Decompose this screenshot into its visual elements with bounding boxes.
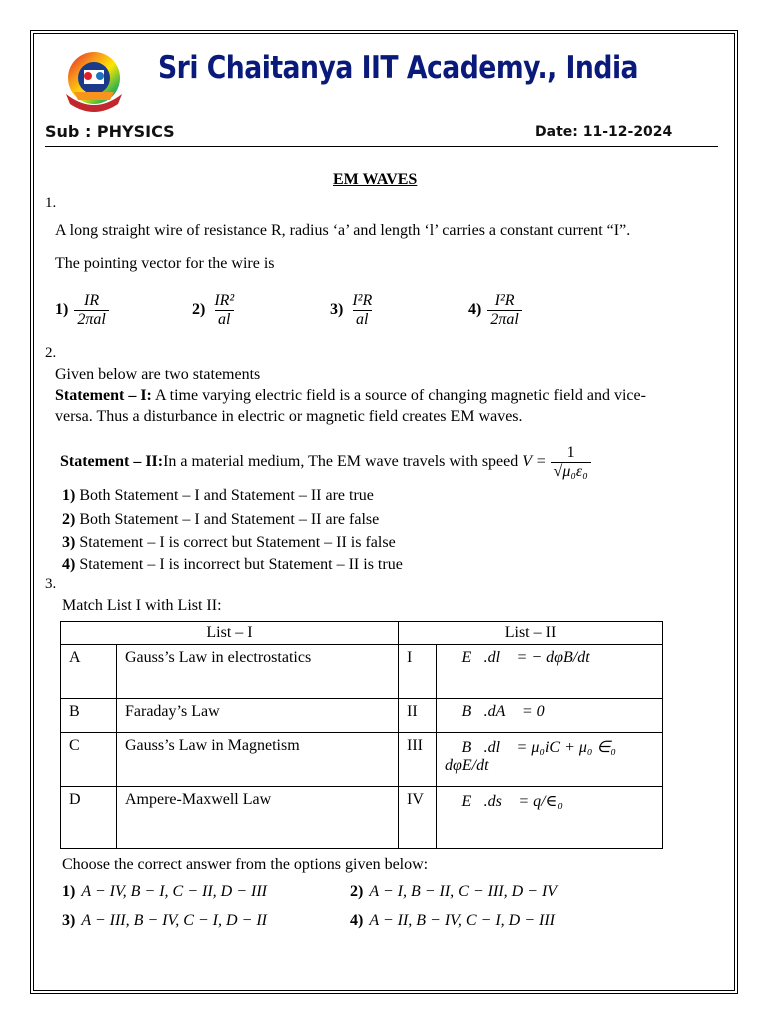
date-label: Date: 11-12-2024 [535, 124, 673, 140]
q2-option-3[interactable] [62, 534, 396, 552]
option-fraction [74, 292, 108, 328]
option-text: Statement – I is correct but Statement – II is false [75, 534, 396, 551]
q2-statement1-line2: versa. Thus a disturbance in electric or magnetic field creates EM waves. [55, 408, 523, 425]
q3-intro: Match List I with List II: [62, 597, 222, 614]
option-label: 3) [330, 301, 344, 319]
q3-choose-text: Choose the correct answer from the options given below: [62, 856, 429, 873]
option-label: 4) [350, 912, 364, 929]
fraction-numerator: 1 [566, 444, 575, 461]
statement2-text: In a material medium, The EM wave travels with speed [163, 453, 519, 471]
option-text: A − IV, B − I, C − II, D − III [81, 883, 268, 900]
option-fraction [211, 292, 237, 328]
q2-intro: Given below are two statements [55, 366, 261, 383]
row-key: A [61, 645, 117, 699]
q1-number: 1. [45, 195, 57, 211]
statement2-label: Statement – II: [60, 453, 164, 471]
option-text: Both Statement – I and Statement – II are true [75, 487, 374, 504]
row-item: Ampere-Maxwell Law [117, 787, 399, 849]
row-formula: ∮ E⃗.ds⃗ = q/∈₀ [437, 787, 663, 849]
q1-option-2[interactable] [192, 292, 237, 328]
q1-text-line2: The pointing vector for the wire is [55, 255, 275, 272]
q3-option-2[interactable] [350, 883, 557, 901]
table-header-row [61, 622, 663, 645]
q2-statement2 [60, 444, 591, 480]
q2-number: 2. [45, 345, 57, 361]
q2-option-2[interactable] [62, 511, 379, 529]
q2-option-1[interactable] [62, 487, 374, 505]
statement1-text: A time varying electric field is a source of changing magnetic field and vice- [151, 387, 646, 404]
table-row [61, 733, 663, 787]
fraction-numerator: IR [84, 292, 100, 309]
q1-text-line1: A long straight wire of resistance R, radius ‘a’ and length ‘l’ carries a constant current “I”. [55, 222, 631, 239]
option-text: Statement – I is incorrect but Statement – II is true [75, 556, 403, 573]
fraction-denominator: al [215, 310, 233, 329]
row-roman: III [399, 733, 437, 787]
q3-option-1[interactable] [62, 883, 267, 901]
option-label: 1) [62, 883, 76, 900]
table-row [61, 787, 663, 849]
row-roman: IV [399, 787, 437, 849]
q3-number: 3. [45, 576, 57, 592]
row-formula: ∮ E⃗.dl⃗ = − dφB/dt [437, 645, 663, 699]
option-label: 4) [62, 556, 76, 573]
option-label: 2) [192, 301, 206, 319]
q3-option-3[interactable] [62, 912, 267, 930]
option-label: 3) [62, 534, 76, 551]
option-label: 3) [62, 912, 76, 929]
row-formula: ∮ B⃗.dA⃗ = 0 [437, 699, 663, 733]
q3-option-4[interactable] [350, 912, 555, 930]
institute-title: Sri Chaitanya IIT Academy., India [158, 50, 639, 86]
row-key: B [61, 699, 117, 733]
option-text: A − III, B − IV, C − I, D − II [81, 912, 268, 929]
list1-header: List – I [61, 622, 399, 645]
q2-option-4[interactable] [62, 556, 403, 574]
option-label: 1) [62, 487, 76, 504]
option-label: 2) [62, 511, 76, 528]
row-item: Faraday’s Law [117, 699, 399, 733]
fraction-numerator: IR² [214, 292, 235, 309]
list2-header: List – II [399, 622, 663, 645]
table-row [61, 645, 663, 699]
row-roman: II [399, 699, 437, 733]
fraction-denominator: 2πal [487, 310, 521, 329]
fraction-denominator: √μ₀ε₀ [551, 462, 591, 481]
row-formula: ∮ B⃗.dl⃗ = μ₀iC + μ₀ ∈₀ dφE/dt [437, 733, 663, 787]
option-label: 4) [468, 301, 482, 319]
q1-option-1[interactable] [55, 292, 109, 328]
statement1-label: Statement – I: [55, 387, 152, 404]
row-item: Gauss’s Law in Magnetism [117, 733, 399, 787]
option-text: A − II, B − IV, C − I, D − III [369, 912, 556, 929]
fraction-denominator: 2πal [74, 310, 108, 329]
row-roman: I [399, 645, 437, 699]
option-fraction [349, 292, 375, 328]
row-key: D [61, 787, 117, 849]
fraction-numerator: I²R [494, 292, 515, 309]
option-text: A − I, B − II, C − III, D − IV [369, 883, 558, 900]
option-text: Both Statement – I and Statement – II are false [75, 511, 380, 528]
option-label: 1) [55, 301, 69, 319]
speed-formula-lhs: V = [522, 453, 547, 471]
option-label: 2) [350, 883, 364, 900]
row-key: C [61, 733, 117, 787]
header-divider [45, 146, 718, 147]
fraction-denominator: al [353, 310, 371, 329]
option-fraction [487, 292, 521, 328]
topic-heading: EM WAVES [333, 171, 418, 188]
q1-option-3[interactable] [330, 292, 375, 328]
subject-label: Sub : PHYSICS [45, 122, 175, 141]
academy-logo [58, 48, 130, 120]
match-table [60, 621, 663, 849]
fraction-numerator: I²R [352, 292, 373, 309]
q2-statement1-line1 [55, 387, 646, 405]
row-item: Gauss’s Law in electrostatics [117, 645, 399, 699]
speed-formula-fraction [551, 444, 591, 480]
table-row [61, 699, 663, 733]
q1-option-4[interactable] [468, 292, 522, 328]
